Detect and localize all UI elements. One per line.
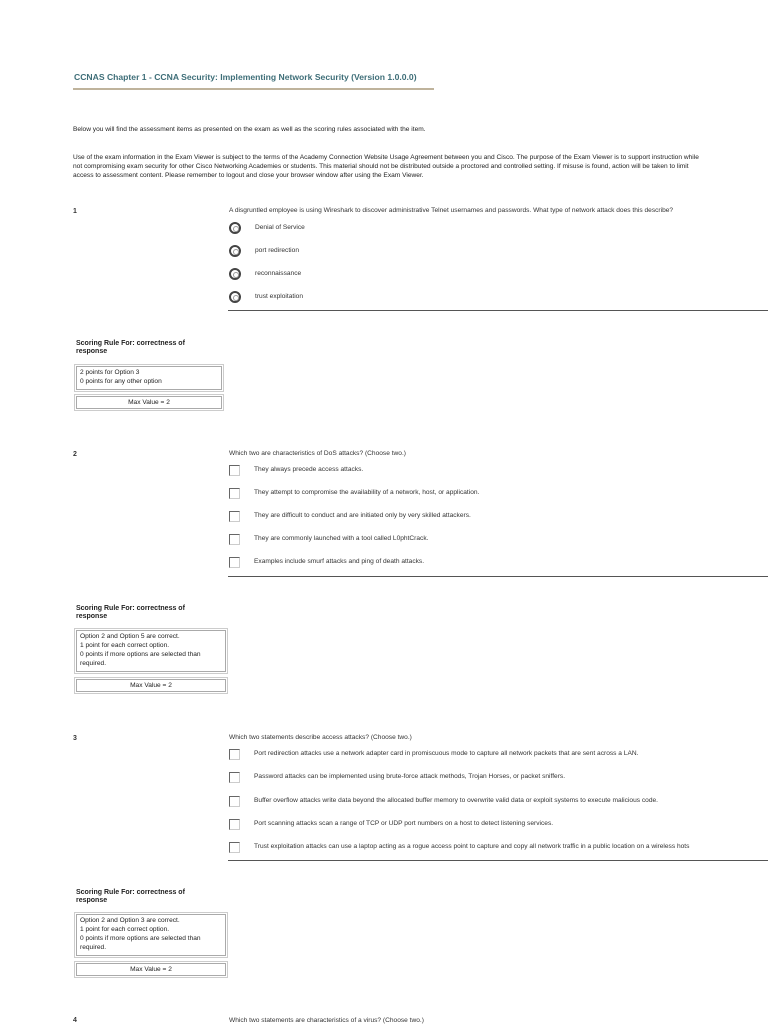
scoring-line: 1 point for each correct option.	[80, 641, 170, 649]
question-number: 3	[73, 735, 77, 742]
radio-button[interactable]	[229, 291, 241, 303]
option-label: Port scanning attacks scan a range of TCP or UDP port numbers on a host to detect listening services.	[254, 819, 554, 827]
option-label: Password attacks can be implemented using brute-force attack methods, Trojan Horses, or packet sniffers.	[254, 772, 566, 780]
scoring-rule-box	[76, 914, 226, 956]
question-number: 2	[73, 451, 77, 458]
question-divider	[228, 310, 768, 311]
option-label: Denial of Service	[255, 223, 305, 231]
checkbox[interactable]	[229, 772, 240, 783]
answer-option[interactable]	[229, 267, 301, 281]
checkbox[interactable]	[229, 796, 240, 807]
question-number: 4	[73, 1017, 77, 1024]
checkbox[interactable]	[229, 819, 240, 830]
scoring-rule-title: Scoring Rule For: correctness of response	[76, 340, 185, 356]
question-divider	[228, 576, 768, 577]
scoring-line: 1 point for each correct option.	[80, 925, 170, 933]
scoring-line: 2 points for Option 3	[80, 369, 140, 376]
checkbox[interactable]	[229, 842, 240, 853]
answer-option[interactable]	[229, 555, 424, 569]
option-label: port redirection	[255, 246, 299, 254]
page-title: CCNAS Chapter 1 - CCNA Security: Implementing Network Security (Version 1.0.0.0)	[74, 72, 417, 82]
checkbox[interactable]	[229, 749, 240, 760]
max-value-box: Max Value = 2	[76, 396, 222, 409]
question-number: 1	[73, 208, 77, 215]
option-label: Trust exploitation attacks can use a laptop acting as a rogue access point to capture and copy all network traffic in a public location on a wireless hots	[254, 842, 690, 850]
option-label: They always precede access attacks.	[254, 465, 364, 473]
checkbox[interactable]	[229, 511, 240, 522]
question-text: A disgruntled employee is using Wireshark to discover administrative Telnet usernames and passwords. What type of network attack does this describe?	[229, 207, 674, 214]
radio-button[interactable]	[229, 245, 241, 257]
answer-option[interactable]	[229, 486, 479, 500]
answer-option[interactable]	[229, 770, 565, 784]
scoring-line: 0 points for any other option	[80, 377, 162, 385]
scoring-rule-title: Scoring Rule For: correctness of response	[76, 889, 185, 905]
option-label: Examples include smurf attacks and ping of death attacks.	[254, 557, 425, 565]
radio-button[interactable]	[229, 222, 241, 234]
scoring-line: Option 2 and Option 3 are correct.	[80, 917, 180, 924]
intro-text: Below you will find the assessment items as presented on the exam as well as the scoring rules associated with the item.	[73, 126, 426, 133]
question-divider	[228, 860, 768, 861]
option-label: Port redirection attacks use a network adapter card in promiscuous mode to capture all network packets that are sent across a LAN.	[254, 749, 639, 757]
answer-option[interactable]	[229, 794, 658, 808]
checkbox[interactable]	[229, 557, 240, 568]
option-label: They are commonly launched with a tool called L0phtCrack.	[254, 534, 429, 542]
max-value-box: Max Value = 2	[76, 963, 226, 976]
option-label: Buffer overflow attacks write data beyond the allocated buffer memory to overwrite valid data or exploit systems to execute malicious code.	[254, 796, 659, 804]
option-label: They attempt to compromise the availability of a network, host, or application.	[254, 488, 480, 496]
answer-option[interactable]	[229, 463, 363, 477]
scoring-rule-title: Scoring Rule For: correctness of response	[76, 605, 185, 621]
scoring-rule-box	[76, 630, 226, 672]
scoring-line: 0 points if more options are selected than required.	[80, 934, 201, 951]
question-text: Which two statements are characteristics of a virus? (Choose two.)	[229, 1017, 424, 1024]
answer-option[interactable]	[229, 290, 303, 304]
answer-option[interactable]	[229, 509, 471, 523]
answer-option[interactable]	[229, 244, 299, 258]
option-label: reconnaissance	[255, 269, 302, 277]
answer-option[interactable]	[229, 817, 553, 831]
option-label: trust exploitation	[255, 292, 304, 300]
checkbox[interactable]	[229, 534, 240, 545]
scoring-line: Option 2 and Option 5 are correct.	[80, 633, 180, 640]
checkbox[interactable]	[229, 488, 240, 499]
terms-notice: Use of the exam information in the Exam Viewer is subject to the terms of the Academy Connection Website Usage Agreement between you and Cisco. The purpose of the Exam Viewer is to support instruction while not compromising exam security for other Cisco Networking Academies or students. This material should not be distributed outside a proctored and controlled setting. If misuse is found, action will be taken to limit access to assessment content. Please remember to logout and close your browser window after using the Exam Viewer.	[73, 154, 699, 179]
answer-option[interactable]	[229, 840, 768, 854]
scoring-line: 0 points if more options are selected than required.	[80, 650, 201, 667]
question-text: Which two statements describe access attacks? (Choose two.)	[229, 734, 412, 741]
question-text: Which two are characteristics of DoS attacks? (Choose two.)	[229, 450, 406, 457]
max-value-box: Max Value = 2	[76, 679, 226, 692]
answer-option[interactable]	[229, 532, 428, 546]
answer-option[interactable]	[229, 747, 638, 761]
answer-option[interactable]	[229, 221, 305, 235]
checkbox[interactable]	[229, 465, 240, 476]
scoring-rule-box	[76, 366, 222, 390]
radio-button[interactable]	[229, 268, 241, 280]
option-label: They are difficult to conduct and are initiated only by very skilled attackers.	[254, 511, 471, 519]
title-divider	[73, 88, 434, 90]
